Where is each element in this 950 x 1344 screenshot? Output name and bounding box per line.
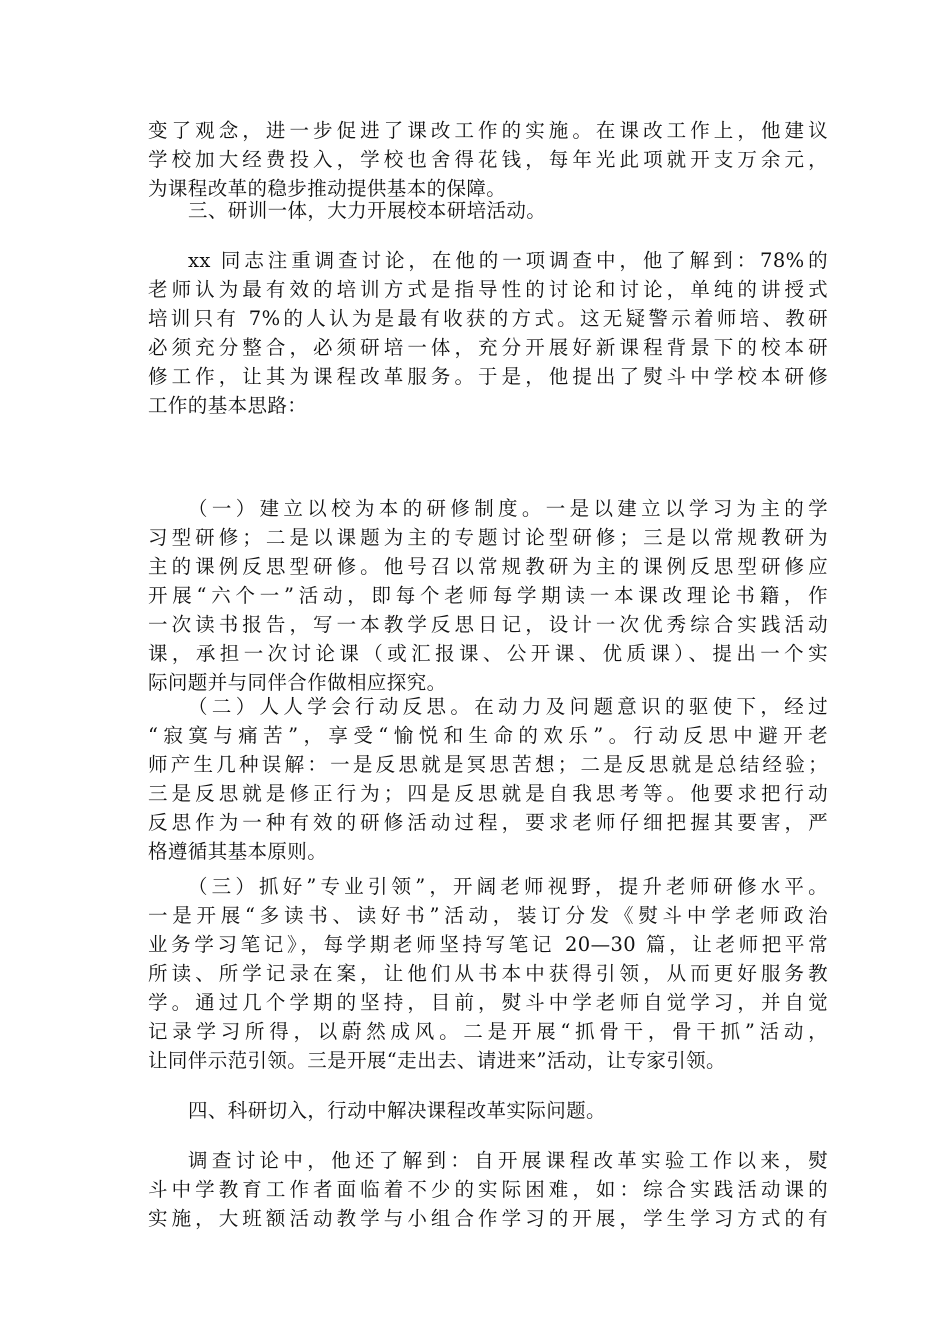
text-line: 反思作为一种有效的研修活动过程，要求老师仔细把握其要害，严 bbox=[148, 811, 828, 834]
text-line: （一）建立以校为本的研修制度。一是以建立以学习为主的学 bbox=[188, 497, 828, 520]
text-line: “寂寞与痛苦”，享受“愉悦和生命的欢乐”。行动反思中避开老 bbox=[148, 724, 828, 747]
text-line: （三）抓好”专业引领”，开阔老师视野，提升老师研修水平。 bbox=[188, 875, 828, 898]
text-line: （二）人人学会行动反思。在动力及问题意识的驱使下，经过 bbox=[188, 695, 828, 718]
text-line: 实施，大班额活动教学与小组合作学习的开展，学生学习方式的有 bbox=[148, 1207, 828, 1230]
text-line: 一次读书报告，写一本教学反思日记，设计一次优秀综合实践活动 bbox=[148, 613, 828, 636]
section-heading-3 bbox=[148, 196, 828, 225]
text-line: 为课程改革的稳步推动提供基本的保障。 bbox=[148, 177, 507, 200]
text-line: 老师认为最有效的培训方式是指导性的讨论和讨论，单纯的讲授式 bbox=[148, 278, 828, 301]
text-line: 格遵循其基本原则。 bbox=[148, 840, 328, 863]
text-line: 变了观念，进一步促进了课改工作的实施。在课改工作上，他建议 bbox=[148, 119, 828, 142]
section-heading-4 bbox=[148, 1096, 828, 1125]
heading-text: 三、研训一体，大力开展校本研培活动。 bbox=[188, 199, 547, 222]
heading-text: 四、科研切入，行动中解决课程改革实际问题。 bbox=[188, 1099, 606, 1122]
text-line: 工作的基本思路： bbox=[148, 394, 308, 417]
text-line: 习型研修；二是以课题为主的专题讨论型研修；三是以常规教研为 bbox=[148, 526, 828, 549]
text-line: 调查讨论中，他还了解到：自开展课程改革实验工作以来，熨 bbox=[188, 1149, 828, 1172]
paragraph-survey bbox=[148, 246, 828, 420]
paragraph-research bbox=[148, 1146, 828, 1233]
text-line: 学校加大经费投入，学校也舍得花钱，每年光此项就开支万余元， bbox=[148, 148, 828, 171]
text-line: 师产生几种误解：一是反思就是冥思苦想；二是反思就是总结经验； bbox=[148, 753, 828, 776]
text-line: 业务学习笔记》，每学期老师坚持写笔记 20—30 篇，让老师把平常 bbox=[148, 933, 828, 956]
text-line: 所读、所学记录在案，让他们从书本中获得引领，从而更好服务教 bbox=[148, 962, 828, 985]
paragraph-item-2 bbox=[148, 692, 828, 866]
text-line: 一是开展“多读书、读好书”活动，装订分发《熨斗中学老师政治 bbox=[148, 904, 828, 927]
text-line: 斗中学教育工作者面临着不少的实际困难，如：综合实践活动课的 bbox=[148, 1178, 828, 1201]
text-line: 必须充分整合，必须研培一体，充分开展好新课程背景下的校本研 bbox=[148, 336, 828, 359]
text-line: 主的课例反思型研修。他号召以常规教研为主的课例反思型研修应 bbox=[148, 555, 828, 578]
text-line: xx 同志注重调查讨论，在他的一项调查中，他了解到：78%的 bbox=[188, 249, 828, 272]
text-line: 开展“六个一”活动，即每个老师每学期读一本课改理论书籍，作 bbox=[148, 584, 828, 607]
text-line: 培训只有 7%的人认为是最有收获的方式。这无疑警示着师培、教研 bbox=[148, 307, 828, 330]
text-line: 学。通过几个学期的坚持，目前，熨斗中学老师自觉学习，并自觉 bbox=[148, 991, 828, 1014]
paragraph-funding bbox=[148, 116, 828, 203]
paragraph-item-3 bbox=[148, 872, 828, 1075]
text-line: 三是反思就是修正行为；四是反思就是自我思考等。他要求把行动 bbox=[148, 782, 828, 805]
text-line: 让同伴示范引领。三是开展“走出去、请进来”活动，让专家引领。 bbox=[148, 1049, 726, 1072]
text-line: 记录学习所得，以蔚然成风。二是开展“抓骨干，骨干抓”活动， bbox=[148, 1020, 828, 1043]
text-line: 课，承担一次讨论课（或汇报课、公开课、优质课）、提出一个实 bbox=[148, 642, 828, 665]
text-line: 际问题并与同伴合作做相应探究。 bbox=[148, 671, 447, 694]
paragraph-item-1 bbox=[148, 494, 828, 697]
text-line: 修工作，让其为课程改革服务。于是，他提出了熨斗中学校本研修 bbox=[148, 365, 828, 388]
